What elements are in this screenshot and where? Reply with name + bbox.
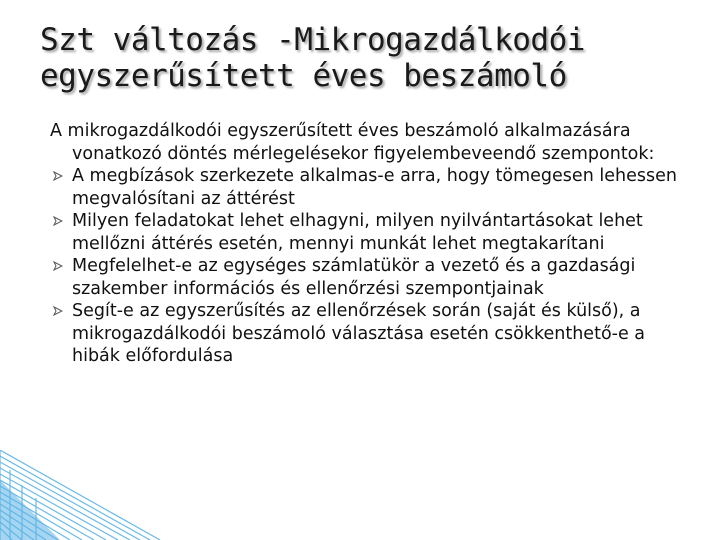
corner-decoration xyxy=(0,450,170,540)
bullet-item xyxy=(50,255,680,300)
bullet-text: Milyen feladatokat lehet elhagyni, milyen nyilvántartásokat lehet mellőzni áttérés esetén, mennyi munkát lehet megtakarítani xyxy=(72,211,643,254)
slide-title: Szt változás -Mikrogazdálkodói egyszerűsített éves beszámoló xyxy=(40,22,585,94)
slide-content xyxy=(50,120,680,368)
arrowhead-icon xyxy=(53,261,63,271)
intro-text: A mikrogazdálkodói egyszerűsített éves beszámoló alkalmazására vonatkozó döntés mérlegelésekor figyelembeveendő szempontok: xyxy=(50,121,655,164)
arrowhead-icon xyxy=(53,216,63,226)
bullet-item xyxy=(50,300,680,368)
arrowhead-icon xyxy=(53,306,63,316)
bullet-text: Segít-e az egyszerűsítés az ellenőrzések során (saját és külső), a mikrogazdálkodói beszámoló választása esetén csökkenthető-e a hibák előfordulása xyxy=(72,301,646,366)
arrowhead-icon xyxy=(53,171,63,181)
bullet-item xyxy=(50,165,680,210)
bullet-text: A megbízások szerkezete alkalmas-e arra, hogy tömegesen lehessen megvalósítani az áttérést xyxy=(72,166,677,209)
bullet-text: Megfelelhet-e az egységes számlatükör a vezető és a gazdasági szakember információs és ellenőrzési szempontjainak xyxy=(72,256,636,299)
bullet-item xyxy=(50,210,680,255)
bullet-list xyxy=(50,165,680,368)
